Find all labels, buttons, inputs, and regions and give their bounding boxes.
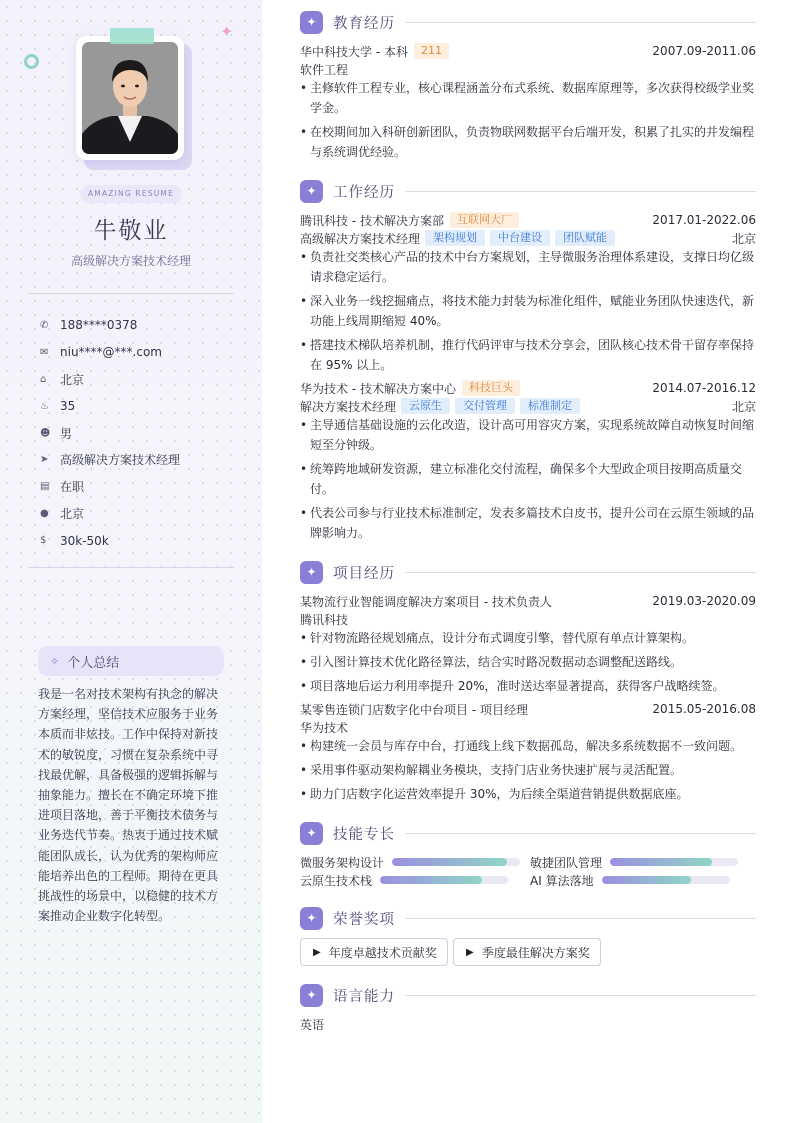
summary-heading-label: 个人总结 xyxy=(67,655,120,671)
skill-tag: 标准制定 xyxy=(520,398,580,414)
section-title: 工作经历 xyxy=(333,184,395,201)
job-position-row xyxy=(300,397,756,415)
section-languages-header xyxy=(300,983,756,1007)
birthday-cake-icon: ♨ xyxy=(40,400,49,412)
skill-tag: 架构规划 xyxy=(425,230,485,246)
info-status xyxy=(40,473,180,500)
decorative-ring xyxy=(24,54,39,69)
list-item: • 代表公司参与行业技术标准制定，发表多篇技术白皮书，提升公司在云原生领域的品牌影响力。 xyxy=(300,503,756,543)
info-phone xyxy=(40,312,180,339)
skill-item xyxy=(300,871,508,889)
skill-level-bar xyxy=(602,876,730,884)
education-school-row xyxy=(300,42,756,60)
education-date: 2007.09-2011.06 xyxy=(652,44,756,58)
company-name: 华为技术 - 技术解决方案中心 xyxy=(300,381,456,396)
skill-tag: 中台建设 xyxy=(490,230,550,246)
section-work-header xyxy=(300,179,756,203)
info-salary xyxy=(40,527,180,554)
skill-item xyxy=(530,871,730,889)
school-name: 华中科技大学 - 本科 xyxy=(300,44,408,59)
sparkle-icon: ✦ xyxy=(300,180,323,203)
skill-level-fill xyxy=(602,876,692,884)
skill-name: 微服务架构设计 xyxy=(300,855,385,870)
skill-name: 云原生技术栈 xyxy=(300,873,373,888)
phone-icon: ✆ xyxy=(40,319,49,331)
project-org: 腾讯科技 xyxy=(300,612,349,627)
skill-item xyxy=(530,853,738,871)
project-date: 2015.05-2016.08 xyxy=(652,702,756,716)
info-residence xyxy=(40,366,180,393)
skill-level-fill xyxy=(392,858,507,866)
list-item: • 构建统一会员与库存中台，打通线上线下数据孤岛，解决多系统数据不一致问题。 xyxy=(300,736,756,756)
summary-heading xyxy=(38,646,224,676)
divider xyxy=(28,293,234,294)
play-icon: ▶ xyxy=(466,946,474,958)
photo-tape xyxy=(110,28,154,44)
honor-badge xyxy=(453,938,601,966)
section-title: 语言能力 xyxy=(333,988,395,1005)
honor-label: 季度最佳解决方案奖 xyxy=(481,945,590,960)
mail-icon: ✉ xyxy=(40,346,49,358)
resume-badge: AMAZING RESUME xyxy=(80,185,182,203)
skill-tag: 云原生 xyxy=(401,398,450,414)
info-value: 30k-50k xyxy=(60,533,109,548)
info-email xyxy=(40,339,180,366)
info-target-position xyxy=(40,446,180,473)
honor-label: 年度卓越技术贡献奖 xyxy=(328,945,437,960)
decorative-sparkle-icon: ✦ xyxy=(220,22,234,41)
info-value: 188****0378 xyxy=(60,318,138,333)
job-city: 北京 xyxy=(731,399,756,414)
job-company-row xyxy=(300,379,756,397)
project-org: 华为技术 xyxy=(300,720,349,735)
sparkle-icon: ✦ xyxy=(300,822,323,845)
language-item: 英语 xyxy=(300,1017,325,1032)
company-tag: 互联网大厂 xyxy=(450,212,519,228)
list-item: • 项目落地后运力利用率提升 20%，准时送达率显著提高，获得客户战略续签。 xyxy=(300,676,756,696)
info-value: niu****@***.com xyxy=(60,345,162,360)
company-tag: 科技巨头 xyxy=(462,380,520,396)
info-value: 高级解决方案技术经理 xyxy=(60,453,181,468)
major: 软件工程 xyxy=(300,62,349,77)
job-date: 2017.01-2022.06 xyxy=(652,213,756,227)
company-name: 腾讯科技 - 技术解决方案部 xyxy=(300,213,444,228)
list-item: • 在校期间加入科研创新团队，负责物联网数据平台后端开发，积累了扎实的并发编程与系统调优经验。 xyxy=(300,122,756,162)
list-item: • 主修软件工程专业，核心课程涵盖分布式系统、数据库原理等，多次获得校级学业奖学金。 xyxy=(300,78,756,118)
skill-level-fill xyxy=(610,858,712,866)
section-rule xyxy=(405,995,756,996)
job-company-row xyxy=(300,211,756,229)
sparkle-icon: ✧ xyxy=(50,654,60,668)
section-honors-header xyxy=(300,906,756,930)
section-projects-header xyxy=(300,560,756,584)
summary-text: 我是一名对技术架构有执念的解决方案经理，坚信技术应服务于业务本质而非炫技。工作中保持对新技术的敏锐度，习惯在复杂系统中寻找最优解，具备极强的逻辑拆解与抽象能力。擅长在不确定环境下推进项目落地，善于平衡技术债务与业务迭代节奏。热衷于通过技术赋能团队成长，认为优秀的架构师应能培养出色的工程师。期待在更具挑战性的场景中，以稳健的技术方案推动企业数字化转型。 xyxy=(38,687,219,924)
language-row xyxy=(300,1015,756,1033)
list-item: • 搭建技术梯队培养机制，推行代码评审与技术分享会，团队核心技术骨干留存率保持在 95% 以上。 xyxy=(300,335,756,375)
info-value: 北京 xyxy=(60,507,85,522)
section-title: 项目经历 xyxy=(333,565,395,582)
position: 解决方案技术经理 xyxy=(300,399,397,414)
list-item: • 采用事件驱动架构解耦业务模块，支持门店业务快速扩展与灵活配置。 xyxy=(300,760,756,780)
skill-tag: 交付管理 xyxy=(455,398,515,414)
sparkle-icon: ✦ xyxy=(300,11,323,34)
list-item: • 负责社交类核心产品的技术中台方案规划，主导微服务治理体系建设，支撑日均亿级请求稳定运行。 xyxy=(300,247,756,287)
info-gender xyxy=(40,420,180,447)
list-item: • 引入图计算技术优化路径算法，结合实时路况数据动态调整配送路线。 xyxy=(300,652,756,672)
project-name-row xyxy=(300,700,756,718)
avatar xyxy=(82,42,178,154)
section-title: 技能专长 xyxy=(333,826,395,843)
job-date: 2014.07-2016.12 xyxy=(652,381,756,395)
skill-level-fill xyxy=(380,876,482,884)
sparkle-icon: ✦ xyxy=(300,984,323,1007)
project-name-row xyxy=(300,592,756,610)
contact-info-list xyxy=(40,312,180,554)
skill-level-bar xyxy=(610,858,738,866)
sidebar xyxy=(0,0,262,1123)
info-age xyxy=(40,393,180,420)
skill-name: 敏捷团队管理 xyxy=(530,855,603,870)
project-name: 某物流行业智能调度解决方案项目 - 技术负责人 xyxy=(300,594,552,609)
info-value: 在职 xyxy=(60,480,85,495)
gender-icon: ☻ xyxy=(40,427,51,439)
info-value: 男 xyxy=(60,426,73,441)
section-title: 荣誉奖项 xyxy=(333,911,395,928)
candidate-title: 高级解决方案技术经理 xyxy=(70,254,191,268)
list-item: • 深入业务一线挖掘痛点，将技术能力封装为标准化组件，赋能业务团队快速迭代，新功能上线周期缩短 40%。 xyxy=(300,291,756,331)
info-value: 35 xyxy=(60,399,76,414)
section-rule xyxy=(405,22,756,23)
salary-icon: $ xyxy=(40,535,47,547)
skill-level-bar xyxy=(392,858,520,866)
section-rule xyxy=(405,833,756,834)
list-item: • 统筹跨地域研发资源，建立标准化交付流程，确保多个大型政企项目按期高质量交付。 xyxy=(300,459,756,499)
section-title: 教育经历 xyxy=(333,15,395,32)
project-org-row xyxy=(300,718,756,736)
send-icon: ➤ xyxy=(40,454,49,466)
briefcase-icon: ▤ xyxy=(40,481,50,493)
project-date: 2019.03-2020.09 xyxy=(652,594,756,608)
home-icon: ⌂ xyxy=(40,373,47,385)
section-rule xyxy=(405,918,756,919)
candidate-name: 牛敬业 xyxy=(93,218,169,244)
education-major-row xyxy=(300,60,756,78)
honor-badge xyxy=(300,938,448,966)
info-value: 北京 xyxy=(60,372,85,387)
skill-name: AI 算法落地 xyxy=(530,873,594,888)
skill-tag: 团队赋能 xyxy=(555,230,615,246)
job-city: 北京 xyxy=(731,231,756,246)
play-icon: ▶ xyxy=(313,946,321,958)
position: 高级解决方案技术经理 xyxy=(300,231,421,246)
project-name: 某零售连锁门店数字化中台项目 - 项目经理 xyxy=(300,702,528,717)
list-item: • 主导通信基础设施的云化改造，设计高可用容灾方案，实现系统故障自动恢复时间缩短至分钟级。 xyxy=(300,415,756,455)
skill-level-bar xyxy=(380,876,508,884)
project-org-row xyxy=(300,610,756,628)
divider xyxy=(28,567,234,568)
profile-photo xyxy=(76,36,188,168)
sparkle-icon: ✦ xyxy=(300,907,323,930)
info-target-city xyxy=(40,500,180,527)
section-rule xyxy=(405,572,756,573)
location-pin-icon: ● xyxy=(40,508,49,520)
school-tag: 211 xyxy=(414,43,449,59)
skill-item xyxy=(300,853,520,871)
list-item: • 助力门店数字化运营效率提升 30%，为后续全渠道营销提供数据底座。 xyxy=(300,784,756,804)
sparkle-icon: ✦ xyxy=(300,561,323,584)
job-position-row xyxy=(300,229,756,247)
section-rule xyxy=(405,191,756,192)
section-skills-header xyxy=(300,821,756,845)
section-education-header xyxy=(300,10,756,34)
list-item: • 针对物流路径规划痛点，设计分布式调度引擎，替代原有单点计算架构。 xyxy=(300,628,756,648)
